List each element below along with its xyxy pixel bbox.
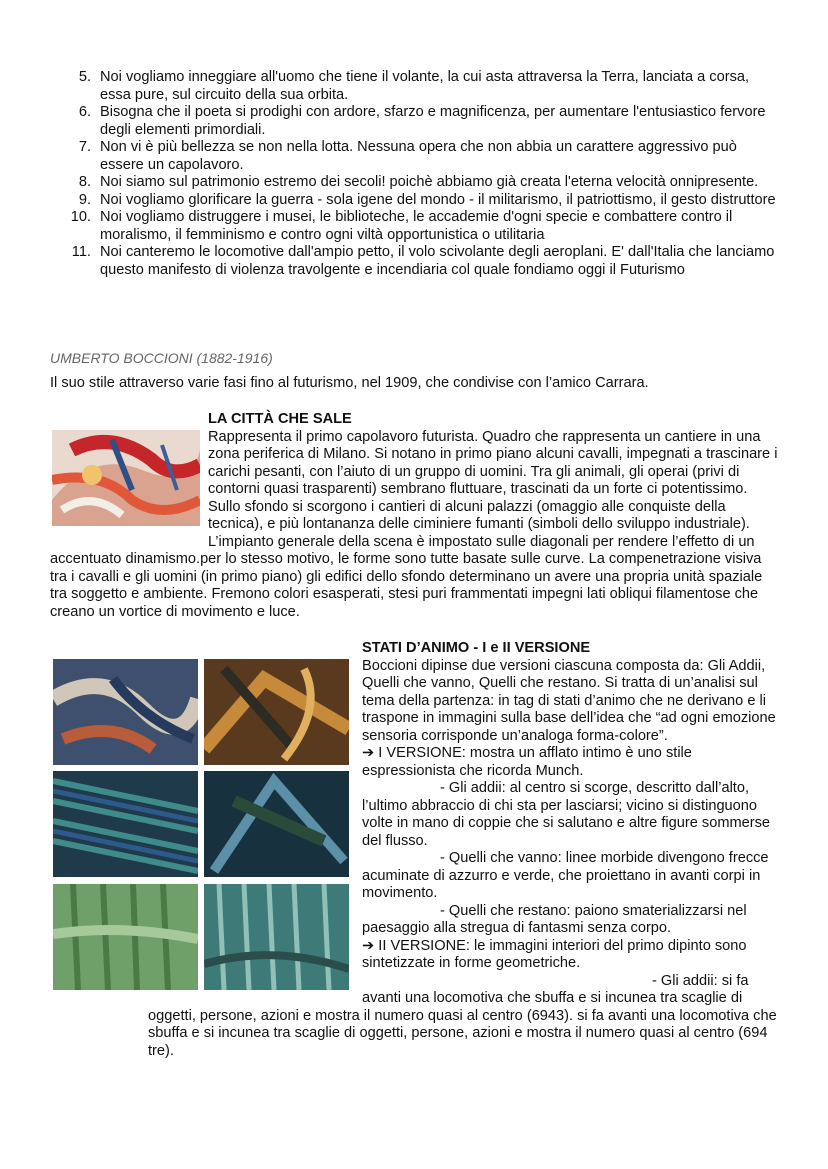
citta-section xyxy=(50,411,780,621)
list-item: 5. Noi vogliamo inneggiare all'uomo che tiene il volante, la cui asta attraversa la Terra, lanciata a corsa, essa pure, sul circuito della sua orbita. xyxy=(78,69,750,103)
list-item: 6. Bisogna che il poeta si prodighi con ardore, sfarzo e magnificenza, per aumentare l'entusiastico fervore degli elementi primordiali. xyxy=(78,104,766,138)
citta-title: LA CITTÀ CHE SALE xyxy=(208,411,352,427)
image-spacer xyxy=(148,640,362,992)
image-spacer xyxy=(50,429,208,548)
author-heading: UMBERTO BOCCIONI (1882-1916) xyxy=(50,350,273,366)
stati-title: STATI D’ANIMO - I e II VERSIONE xyxy=(362,640,591,656)
list-item: 11. Noi canteremo le locomotive dall'ampio petto, il volo scivolante degli aeroplani. E' dall'Italia che lanciamo questo manifesto di violenza travolgente e incendiaria col quale fondiamo oggi il Futurismo xyxy=(71,244,775,278)
list-item: 8. Noi siamo sul patrimonio estremo dei secoli! poichè abbiamo già creata l'eterna velocità onnipresente. xyxy=(78,174,759,190)
v1-text: ➔ I VERSIONE: mostra un afflato intimo è uno stile espressionista che ricorda Munch. xyxy=(362,745,692,779)
stati-intro: Boccioni dipinse due versioni ciascuna composta da: Gli Addii, Quelli che vanno, Quelli che restano. Si tratta di un’analisi sul tema della partenza: in tag di stati d’animo che ne derivano e li traspone in immagini sulla base dell’idea che “ad ogni emozione sensoria corrisponde un’analoga forma-colore”. xyxy=(362,657,776,744)
list-item: 7. Non vi è più bellezza se non nella lotta. Nessuna opera che non abbia un carattere aggressivo può essere un capolavoro. xyxy=(78,139,737,173)
list-item: 10. Noi vogliamo distruggere i musei, le biblioteche, le accademie d'ogni specie e combattere contro il moralismo, il femminismo e contro ogni viltà opportunistica o utilitaria xyxy=(70,209,733,243)
stati-section xyxy=(148,640,780,1060)
manifesto-list xyxy=(50,69,780,279)
v1-addii: - Gli addii: al centro si scorge, descritto dall’alto, l’ultimo abbraccio di chi sta per lasciarsi; vicino si distinguono volte in mano di coppie che si salutano e altre figure sommerse del flusso. xyxy=(362,780,771,849)
v2-text: ➔ II VERSIONE: le immagini interiori del primo dipinto sono sintetizzate in forme geometriche. xyxy=(362,937,747,971)
citta-body: Rappresenta il primo capolavoro futurista. Quadro che rappresenta un cantiere in una zona periferica di Milano. Si notano in primo piano alcuni cavalli, impegnati a trascinare i carichi pesanti, con l’aiuto di un gruppo di uomini. Tra gli animali, gli operai (privi di contorni quasi trasparenti) sembrano fluttuare, trascinati da un forte ci potentissimo. Sullo sfondo si scorgono i cantieri di alcuni palazzi (omaggio alle conquiste della tecnica), e più lontananza delle ciminiere fumanti (simboli dello sviluppo industriale). L’impianto generale della scena è impostato sulle diagonali per rendere l’effetto di un accentuato dinamismo.per lo stesso motivo, le forme sono tutte basate sulle curve. La compenetrazione visiva tra i cavalli e gli uomini (in primo piano) gli edifici dello sfondo determinano un avere una propria unità spaziale tra soggetto e ambiente. Fremono colori esasperati, stesi puri frammentati impegni lati obliqui filamentose che creano un vortice di movimento e luce. xyxy=(50,428,778,620)
intro-paragraph: Il suo stile attraverso varie fasi fino al futurismo, nel 1909, che condivise con l’amico Carrara. xyxy=(50,375,649,391)
v1-vanno: - Quelli che vanno: linee morbide divengono frecce acuminate di azzurro e verde, che proiettano in avanti corpi in movimento. xyxy=(362,850,769,901)
list-item: 9. Noi vogliamo glorificare la guerra - sola igene del mondo - il militarismo, il patriottismo, il gesto distruttore xyxy=(78,191,776,208)
v2-addii: - Gli addii: si fa avanti una locomotiva che sbuffa e si incunea tra scaglie di oggetti, persone, azioni e mostra il numero quasi al centro (6943). si fa avanti una locomotiva che sbuffa e si incunea tra scaglie di oggetti, persone, azioni e mostra il numero quasi al centro (694 tre). xyxy=(148,972,777,1059)
v1-restano: - Quelli che restano: paiono smaterializzarsi nel paesaggio alla stregua di fantasmi senza corpo. xyxy=(362,902,747,936)
